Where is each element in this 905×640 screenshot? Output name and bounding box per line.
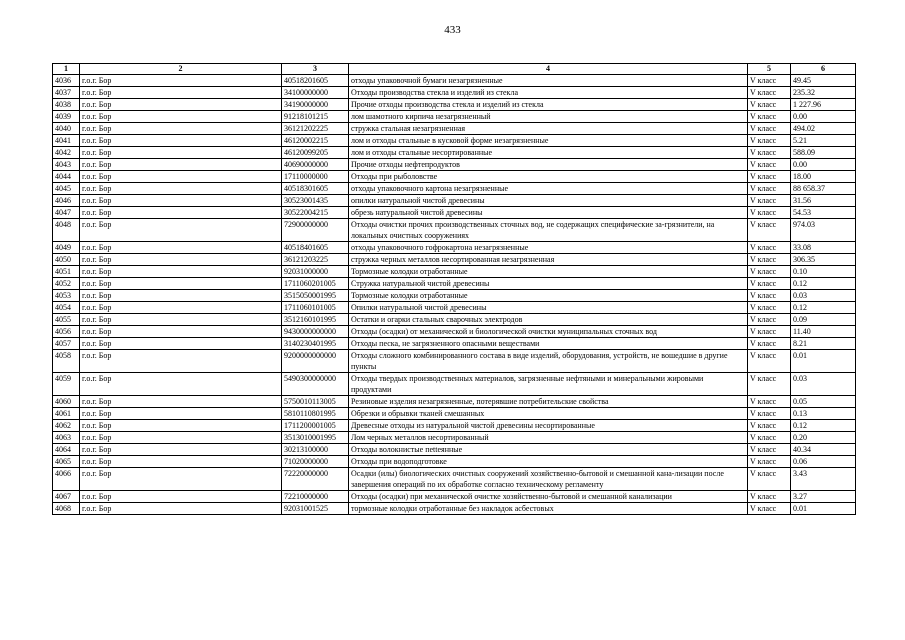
- amount-cell: 31.56: [791, 195, 856, 207]
- waste-description-cell: Отходы волокнистые пеtteянные: [349, 444, 748, 456]
- waste-description-cell: стружка черных металлов несортированная незагрязненная: [349, 254, 748, 266]
- table-row: [53, 468, 856, 491]
- table-row: [53, 408, 856, 420]
- municipality-cell: г.о.г. Бор: [80, 432, 282, 444]
- row-number-cell: 4055: [53, 314, 80, 326]
- table-row: [53, 171, 856, 183]
- table-row: [53, 266, 856, 278]
- row-number-cell: 4052: [53, 278, 80, 290]
- amount-cell: 49.45: [791, 75, 856, 87]
- waste-description-cell: Осадки (илы) биологических очистных сооружений хозяйственно-бытовой и смешанной кана-лизации после завершения операций по их обработке согласно техническому регламенту: [349, 468, 748, 491]
- municipality-cell: г.о.г. Бор: [80, 123, 282, 135]
- amount-cell: 0.00: [791, 111, 856, 123]
- waste-code-cell: 92031000000: [282, 266, 349, 278]
- row-number-cell: 4046: [53, 195, 80, 207]
- waste-code-cell: 40518401605: [282, 242, 349, 254]
- waste-code-cell: 72900000000: [282, 219, 349, 242]
- hazard-class-cell: V класс: [748, 219, 791, 242]
- amount-cell: 0.20: [791, 432, 856, 444]
- municipality-cell: г.о.г. Бор: [80, 503, 282, 515]
- waste-code-cell: 91218101215: [282, 111, 349, 123]
- hazard-class-cell: V класс: [748, 278, 791, 290]
- municipality-cell: г.о.г. Бор: [80, 396, 282, 408]
- row-number-cell: 4040: [53, 123, 80, 135]
- municipality-cell: г.о.г. Бор: [80, 111, 282, 123]
- table-row: [53, 420, 856, 432]
- municipality-cell: г.о.г. Бор: [80, 408, 282, 420]
- hazard-class-cell: V класс: [748, 302, 791, 314]
- waste-code-cell: 3513010001995: [282, 432, 349, 444]
- municipality-cell: г.о.г. Бор: [80, 338, 282, 350]
- row-number-cell: 4068: [53, 503, 80, 515]
- column-header: 6: [791, 64, 856, 75]
- hazard-class-cell: V класс: [748, 135, 791, 147]
- amount-cell: 0.13: [791, 408, 856, 420]
- waste-description-cell: Отходы производства стекла и изделий из стекла: [349, 87, 748, 99]
- amount-cell: 18.00: [791, 171, 856, 183]
- hazard-class-cell: V класс: [748, 75, 791, 87]
- row-number-cell: 4047: [53, 207, 80, 219]
- row-number-cell: 4065: [53, 456, 80, 468]
- table-row: [53, 99, 856, 111]
- amount-cell: 0.12: [791, 420, 856, 432]
- row-number-cell: 4037: [53, 87, 80, 99]
- row-number-cell: 4054: [53, 302, 80, 314]
- table-body: [53, 75, 856, 515]
- waste-code-cell: 40518201605: [282, 75, 349, 87]
- waste-code-cell: 36121202225: [282, 123, 349, 135]
- table-row: [53, 87, 856, 99]
- waste-description-cell: стружка стальная незагрязненная: [349, 123, 748, 135]
- amount-cell: 0.06: [791, 456, 856, 468]
- waste-description-cell: отходы упаковочной бумаги незагрязненные: [349, 75, 748, 87]
- municipality-cell: г.о.г. Бор: [80, 242, 282, 254]
- municipality-cell: г.о.г. Бор: [80, 171, 282, 183]
- row-number-cell: 4049: [53, 242, 80, 254]
- amount-cell: 494.02: [791, 123, 856, 135]
- municipality-cell: г.о.г. Бор: [80, 75, 282, 87]
- hazard-class-cell: V класс: [748, 314, 791, 326]
- waste-description-cell: Опилки натуральной чистой древесины: [349, 302, 748, 314]
- hazard-class-cell: V класс: [748, 396, 791, 408]
- table-row: [53, 147, 856, 159]
- row-number-cell: 4045: [53, 183, 80, 195]
- amount-cell: 5.21: [791, 135, 856, 147]
- municipality-cell: г.о.г. Бор: [80, 350, 282, 373]
- municipality-cell: г.о.г. Бор: [80, 254, 282, 266]
- waste-code-cell: 40690000000: [282, 159, 349, 171]
- table-row: [53, 278, 856, 290]
- page-number: 433: [444, 24, 461, 36]
- waste-code-cell: 3515050001995: [282, 290, 349, 302]
- amount-cell: 3.27: [791, 491, 856, 503]
- amount-cell: 11.40: [791, 326, 856, 338]
- waste-code-cell: 71020000000: [282, 456, 349, 468]
- municipality-cell: г.о.г. Бор: [80, 373, 282, 396]
- waste-description-cell: обрезь натуральной чистой древесины: [349, 207, 748, 219]
- amount-cell: 235.32: [791, 87, 856, 99]
- waste-description-cell: тормозные колодки отработанные без накладок асбестовых: [349, 503, 748, 515]
- row-number-cell: 4059: [53, 373, 80, 396]
- hazard-class-cell: V класс: [748, 242, 791, 254]
- waste-description-cell: Отходы песка, не загрязненного опасными веществами: [349, 338, 748, 350]
- hazard-class-cell: V класс: [748, 444, 791, 456]
- row-number-cell: 4043: [53, 159, 80, 171]
- waste-description-cell: отходы упаковочного картона незагрязненные: [349, 183, 748, 195]
- row-number-cell: 4039: [53, 111, 80, 123]
- waste-code-cell: 1711060101005: [282, 302, 349, 314]
- table-row: [53, 314, 856, 326]
- table-row: [53, 207, 856, 219]
- waste-code-cell: 46120002215: [282, 135, 349, 147]
- hazard-class-cell: V класс: [748, 338, 791, 350]
- waste-code-cell: 34190000000: [282, 99, 349, 111]
- hazard-class-cell: V класс: [748, 207, 791, 219]
- waste-code-cell: 30522004215: [282, 207, 349, 219]
- municipality-cell: г.о.г. Бор: [80, 468, 282, 491]
- waste-code-cell: 1711060201005: [282, 278, 349, 290]
- row-number-cell: 4041: [53, 135, 80, 147]
- amount-cell: 0.03: [791, 290, 856, 302]
- row-number-cell: 4058: [53, 350, 80, 373]
- waste-code-cell: 3512160101995: [282, 314, 349, 326]
- municipality-cell: г.о.г. Бор: [80, 219, 282, 242]
- waste-description-cell: отходы упаковочного гофрокартона незагрязненные: [349, 242, 748, 254]
- municipality-cell: г.о.г. Бор: [80, 420, 282, 432]
- municipality-cell: г.о.г. Бор: [80, 207, 282, 219]
- waste-description-cell: Остатки и огарки стальных сварочных электродов: [349, 314, 748, 326]
- table-row: [53, 432, 856, 444]
- table-row: [53, 183, 856, 195]
- amount-cell: 0.12: [791, 278, 856, 290]
- amount-cell: 306.35: [791, 254, 856, 266]
- hazard-class-cell: V класс: [748, 123, 791, 135]
- column-header: 2: [80, 64, 282, 75]
- row-number-cell: 4051: [53, 266, 80, 278]
- amount-cell: 88 658.37: [791, 183, 856, 195]
- hazard-class-cell: V класс: [748, 111, 791, 123]
- waste-description-cell: Лом черных металлов несортированный: [349, 432, 748, 444]
- row-number-cell: 4050: [53, 254, 80, 266]
- table-row: [53, 290, 856, 302]
- waste-description-cell: Отходы очистки прочих производственных сточных вод, не содержащих специфические за-грязнители, на локальных очистных сооружениях: [349, 219, 748, 242]
- waste-code-cell: 5490300000000: [282, 373, 349, 396]
- waste-code-cell: 9200000000000: [282, 350, 349, 373]
- table-row: [53, 159, 856, 171]
- amount-cell: 0.09: [791, 314, 856, 326]
- municipality-cell: г.о.г. Бор: [80, 278, 282, 290]
- amount-cell: 54.53: [791, 207, 856, 219]
- amount-cell: 0.03: [791, 373, 856, 396]
- table-row: [53, 195, 856, 207]
- municipality-cell: г.о.г. Бор: [80, 147, 282, 159]
- row-number-cell: 4064: [53, 444, 80, 456]
- hazard-class-cell: V класс: [748, 432, 791, 444]
- amount-cell: 0.10: [791, 266, 856, 278]
- table-row: [53, 135, 856, 147]
- waste-description-cell: лом шамотного кирпича незагрязненный: [349, 111, 748, 123]
- table-row: [53, 254, 856, 266]
- waste-description-cell: лом и отходы стальные в кусковой форме незагрязненные: [349, 135, 748, 147]
- row-number-cell: 4038: [53, 99, 80, 111]
- waste-description-cell: Отходы (осадки) при механической очистке хозяйственно-бытовой и смешанной канализации: [349, 491, 748, 503]
- row-number-cell: 4066: [53, 468, 80, 491]
- amount-cell: 1 227.96: [791, 99, 856, 111]
- municipality-cell: г.о.г. Бор: [80, 266, 282, 278]
- waste-code-cell: 3140230401995: [282, 338, 349, 350]
- hazard-class-cell: V класс: [748, 326, 791, 338]
- waste-code-cell: 1711200001005: [282, 420, 349, 432]
- table-row: [53, 326, 856, 338]
- table-row: [53, 123, 856, 135]
- municipality-cell: г.о.г. Бор: [80, 290, 282, 302]
- hazard-class-cell: V класс: [748, 171, 791, 183]
- table-row: [53, 444, 856, 456]
- hazard-class-cell: V класс: [748, 99, 791, 111]
- waste-code-cell: 30213100000: [282, 444, 349, 456]
- hazard-class-cell: V класс: [748, 503, 791, 515]
- column-header: 1: [53, 64, 80, 75]
- hazard-class-cell: V класс: [748, 159, 791, 171]
- waste-code-cell: 92031001525: [282, 503, 349, 515]
- waste-code-cell: 36121203225: [282, 254, 349, 266]
- table-row: [53, 503, 856, 515]
- municipality-cell: г.о.г. Бор: [80, 444, 282, 456]
- row-number-cell: 4048: [53, 219, 80, 242]
- amount-cell: 33.08: [791, 242, 856, 254]
- hazard-class-cell: V класс: [748, 87, 791, 99]
- table-row: [53, 111, 856, 123]
- row-number-cell: 4061: [53, 408, 80, 420]
- row-number-cell: 4036: [53, 75, 80, 87]
- hazard-class-cell: V класс: [748, 408, 791, 420]
- row-number-cell: 4067: [53, 491, 80, 503]
- waste-description-cell: Прочие отходы нефтепродуктов: [349, 159, 748, 171]
- waste-code-cell: 72220000000: [282, 468, 349, 491]
- amount-cell: 0.01: [791, 503, 856, 515]
- hazard-class-cell: V класс: [748, 266, 791, 278]
- waste-description-cell: Прочие отходы производства стекла и изделий из стекла: [349, 99, 748, 111]
- hazard-class-cell: V класс: [748, 290, 791, 302]
- waste-description-cell: Древесные отходы из натуральной чистой древесины несортированные: [349, 420, 748, 432]
- column-header: 4: [349, 64, 748, 75]
- hazard-class-cell: V класс: [748, 420, 791, 432]
- amount-cell: 40.34: [791, 444, 856, 456]
- municipality-cell: г.о.г. Бор: [80, 491, 282, 503]
- table-row: [53, 491, 856, 503]
- waste-code-cell: 72210000000: [282, 491, 349, 503]
- table-row: [53, 302, 856, 314]
- table-row: [53, 75, 856, 87]
- amount-cell: 974.03: [791, 219, 856, 242]
- row-number-cell: 4062: [53, 420, 80, 432]
- waste-code-cell: 9430000000000: [282, 326, 349, 338]
- table-row: [53, 338, 856, 350]
- municipality-cell: г.о.г. Бор: [80, 326, 282, 338]
- waste-code-cell: 5810110801995: [282, 408, 349, 420]
- waste-code-cell: 17110000000: [282, 171, 349, 183]
- waste-description-cell: Стружка натуральной чистой древесины: [349, 278, 748, 290]
- table-row: [53, 373, 856, 396]
- row-number-cell: 4053: [53, 290, 80, 302]
- hazard-class-cell: V класс: [748, 254, 791, 266]
- waste-description-cell: Тормозные колодки отработанные: [349, 290, 748, 302]
- row-number-cell: 4057: [53, 338, 80, 350]
- municipality-cell: г.о.г. Бор: [80, 99, 282, 111]
- amount-cell: 588.09: [791, 147, 856, 159]
- header-row: [53, 64, 856, 75]
- hazard-class-cell: V класс: [748, 456, 791, 468]
- row-number-cell: 4056: [53, 326, 80, 338]
- hazard-class-cell: V класс: [748, 350, 791, 373]
- row-number-cell: 4063: [53, 432, 80, 444]
- waste-table: [52, 63, 856, 515]
- waste-description-cell: Резиновые изделия незагрязненные, потерявшие потребительские свойства: [349, 396, 748, 408]
- table-row: [53, 456, 856, 468]
- waste-description-cell: лом и отходы стальные несортированные: [349, 147, 748, 159]
- municipality-cell: г.о.г. Бор: [80, 195, 282, 207]
- waste-code-cell: 5750010113005: [282, 396, 349, 408]
- municipality-cell: г.о.г. Бор: [80, 159, 282, 171]
- waste-description-cell: Отходы (осадки) от механической и биологической очистки муниципальных сточных вод: [349, 326, 748, 338]
- row-number-cell: 4042: [53, 147, 80, 159]
- municipality-cell: г.о.г. Бор: [80, 87, 282, 99]
- waste-code-cell: 34100000000: [282, 87, 349, 99]
- municipality-cell: г.о.г. Бор: [80, 183, 282, 195]
- table-row: [53, 350, 856, 373]
- amount-cell: 0.00: [791, 159, 856, 171]
- waste-code-cell: 30523001435: [282, 195, 349, 207]
- column-header: 5: [748, 64, 791, 75]
- waste-description-cell: Обрезки и обрывки тканей смешанных: [349, 408, 748, 420]
- municipality-cell: г.о.г. Бор: [80, 314, 282, 326]
- hazard-class-cell: V класс: [748, 373, 791, 396]
- waste-description-cell: Отходы при водоподготовке: [349, 456, 748, 468]
- municipality-cell: г.о.г. Бор: [80, 135, 282, 147]
- column-header: 3: [282, 64, 349, 75]
- row-number-cell: 4044: [53, 171, 80, 183]
- waste-description-cell: Отходы сложного комбинированного состава в виде изделий, оборудования, устройств, не вошедшие в другие пункты: [349, 350, 748, 373]
- amount-cell: 3.43: [791, 468, 856, 491]
- hazard-class-cell: V класс: [748, 491, 791, 503]
- waste-description-cell: Тормозные колодки отработанные: [349, 266, 748, 278]
- hazard-class-cell: V класс: [748, 147, 791, 159]
- waste-code-cell: 46120099205: [282, 147, 349, 159]
- table-row: [53, 396, 856, 408]
- amount-cell: 0.01: [791, 350, 856, 373]
- amount-cell: 0.05: [791, 396, 856, 408]
- amount-cell: 8.21: [791, 338, 856, 350]
- table-row: [53, 219, 856, 242]
- hazard-class-cell: V класс: [748, 468, 791, 491]
- waste-code-cell: 40518301605: [282, 183, 349, 195]
- municipality-cell: г.о.г. Бор: [80, 456, 282, 468]
- waste-description-cell: Отходы при рыболовстве: [349, 171, 748, 183]
- municipality-cell: г.о.г. Бор: [80, 302, 282, 314]
- waste-description-cell: опилки натуральной чистой древесины: [349, 195, 748, 207]
- amount-cell: 0.12: [791, 302, 856, 314]
- hazard-class-cell: V класс: [748, 195, 791, 207]
- table-row: [53, 242, 856, 254]
- hazard-class-cell: V класс: [748, 183, 791, 195]
- row-number-cell: 4060: [53, 396, 80, 408]
- waste-description-cell: Отходы твердых производственных материалов, загрязненные нефтяными и минеральными жировыми продуктами: [349, 373, 748, 396]
